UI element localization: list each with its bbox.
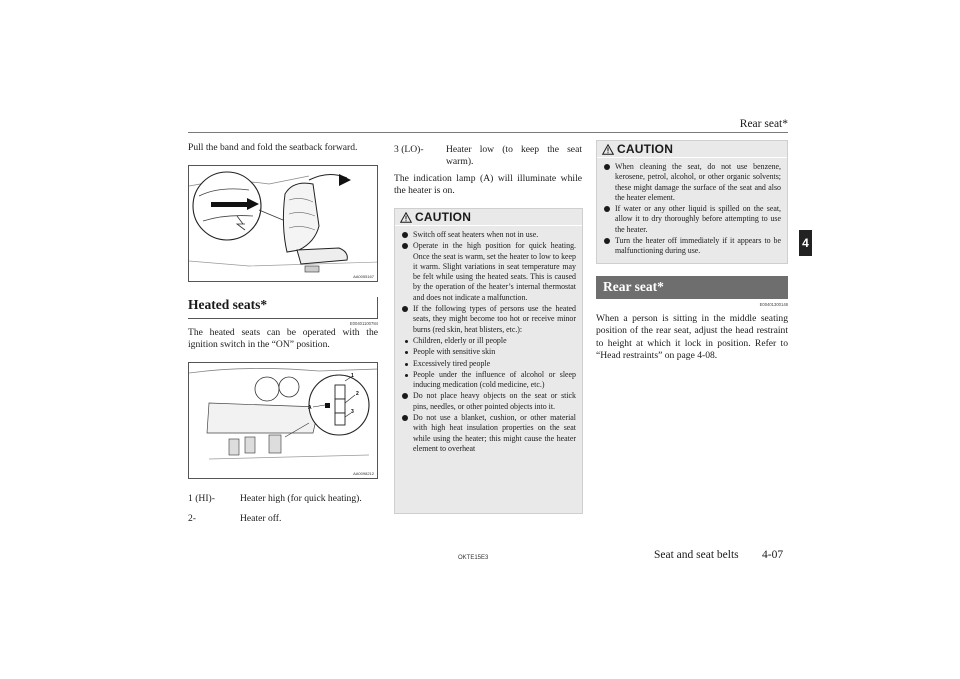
bullet-icon: [402, 232, 408, 238]
caution-title: CAUTION: [415, 210, 472, 224]
caution-list: [604, 162, 781, 258]
caution-subitem: People under the influence of alcohol or sleep inducing medication (cold medicine, etc.): [404, 370, 576, 391]
caution-item: Switch off seat heaters when not in use.: [402, 230, 576, 240]
setting-1-value: Heater high (for quick heating).: [240, 493, 362, 504]
caution-header: [395, 209, 582, 226]
rear-seat-title: Rear seat*: [603, 279, 664, 294]
sub-bullet-icon: [405, 374, 408, 377]
heated-seats-title: Heated seats*: [188, 297, 268, 312]
callout-1: 1: [351, 373, 354, 379]
sub-bullet-icon: [405, 340, 408, 343]
heater-switch-figure: [188, 362, 378, 479]
callout-a: A: [308, 405, 312, 411]
chapter-tab: 4: [799, 230, 812, 256]
warning-triangle-icon: [400, 212, 412, 223]
heated-seats-code: E00401100784: [349, 321, 378, 326]
caution-title: CAUTION: [617, 142, 674, 156]
footer-section-title: Seat and seat belts: [654, 549, 739, 561]
bullet-icon: [402, 306, 408, 312]
setting-2-value: Heater off.: [240, 513, 282, 524]
caution-list: [402, 230, 576, 455]
rear-seat-code: E00401300148: [759, 302, 788, 307]
sub-bullet-icon: [405, 363, 408, 366]
fold-seatback-instruction: Pull the band and fold the seatback forward.: [188, 142, 358, 153]
seatback-fold-illustration: [189, 166, 378, 282]
bullet-icon: [604, 164, 610, 170]
caution-item: If the following types of persons use the heated seats, they might become too hot or receive minor burns (red skin, heat blisters, etc.):: [402, 304, 576, 335]
caution-item: Operate in the high position for quick heating. Once the seat is warm, set the heater to low to keep it warm. Slight variations in seat temperature may be felt while using the heated seats. This is caused by the operation of the heater’s internal thermostat and does not indicate a malfunction.: [402, 241, 576, 303]
figure-code: AA0055167: [353, 274, 374, 279]
caution-item: Do not place heavy objects on the seat or stick pins, needles, or other pointed objects into it.: [402, 391, 576, 412]
caution-subitem: People with sensitive skin: [404, 347, 576, 357]
bullet-icon: [402, 243, 408, 249]
page-number: 4-07: [762, 549, 784, 561]
caution-subitem: Excessively tired people: [404, 359, 576, 369]
caution-item: Turn the heater off immediately if it appears to be malfunctioning during use.: [604, 236, 781, 257]
header-rule: [188, 132, 788, 133]
indication-lamp-text: The indication lamp (A) will illuminate while the heater is on.: [394, 173, 582, 197]
cleaning-caution-box: [596, 140, 788, 264]
bullet-icon: [402, 393, 408, 399]
caution-header: [597, 141, 787, 158]
heated-seats-heading: [188, 297, 378, 319]
sub-bullet-icon: [405, 351, 408, 354]
rear-seat-heading: [596, 276, 788, 299]
callout-2: 2: [356, 391, 359, 397]
caution-item: Do not use a blanket, cushion, or other material with high heat insulation properties on the seat while using the heater; this might cause the heater element to overheat: [402, 413, 576, 454]
running-header-title: Rear seat*: [739, 118, 788, 130]
heated-seat-caution-box: [394, 208, 583, 514]
callout-3: 3: [351, 409, 354, 415]
setting-1-label: 1 (HI)-: [188, 493, 215, 504]
setting-3-label: 3 (LO)-: [394, 144, 424, 155]
setting-3-value: Heater low (to keep the seat warm).: [446, 144, 582, 168]
warning-triangle-icon: [602, 144, 614, 155]
caution-item: When cleaning the seat, do not use benzene, kerosene, petrol, alcohol, or other organic solvents; these might damage the surface of the seat and also the heater element.: [604, 162, 781, 203]
rear-seat-description: When a person is sitting in the middle seating position of the rear seat, adjust the head restraint to height at which it lock in position. Refer to “Head restraints” on page 4-08.: [596, 313, 788, 362]
heated-seats-description: The heated seats can be operated with the ignition switch in the “ON” position.: [188, 327, 378, 351]
figure-code: AA0098212: [353, 471, 374, 476]
document-code: OKTE15E3: [458, 555, 489, 561]
seatback-fold-figure: [188, 165, 378, 282]
heater-switch-illustration: [189, 363, 378, 479]
bullet-icon: [604, 238, 610, 244]
bullet-icon: [402, 415, 408, 421]
bullet-icon: [604, 206, 610, 212]
caution-subitem: Children, elderly or ill people: [404, 336, 576, 346]
caution-item: If water or any other liquid is spilled on the seat, allow it to dry thoroughly before attempting to use the heater.: [604, 204, 781, 235]
setting-2-label: 2-: [188, 513, 196, 524]
